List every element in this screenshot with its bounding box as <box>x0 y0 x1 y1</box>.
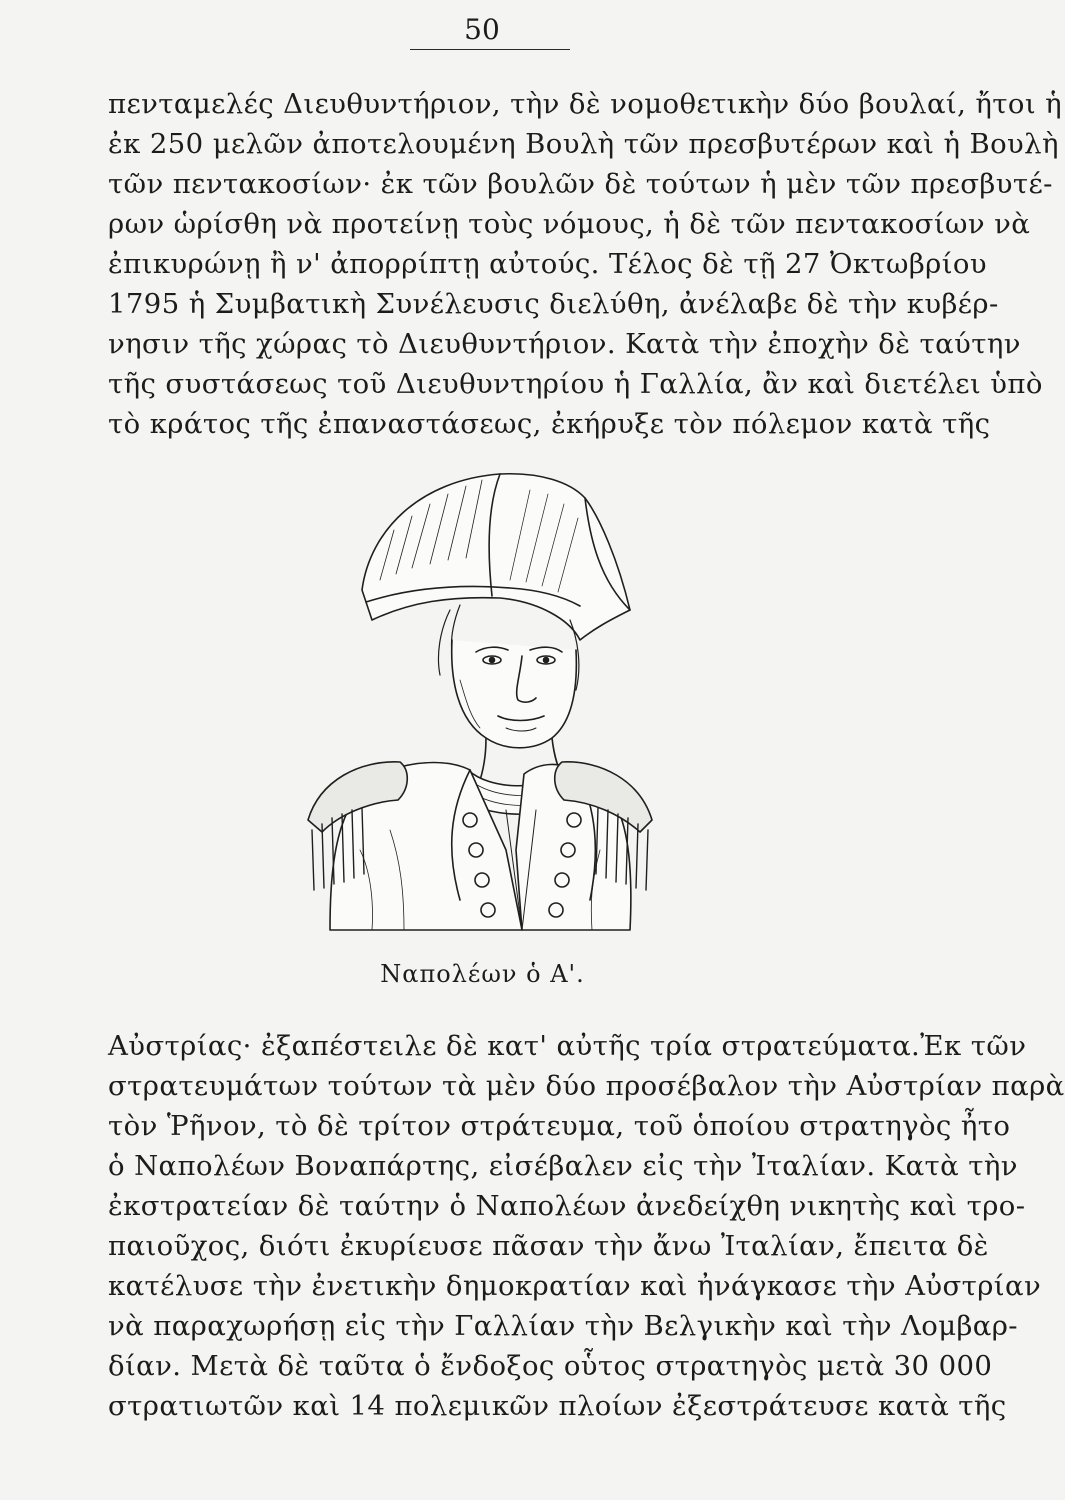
text-line: πενταμελές Διευθυντήριον, τὴν δὲ νομοθετικὴν δύο βουλαί, ἤτοι ἡ <box>108 88 1063 120</box>
text-line: παιοῦχος, διότι ἐκυρίευσε πᾶσαν τὴν ἄνω Ἰταλίαν, ἔπειτα δὲ <box>108 1230 989 1262</box>
text-line: στρατιωτῶν καὶ 14 πολεμικῶν πλοίων ἐξεστράτευσε κατὰ τῆς <box>108 1390 1007 1422</box>
text-line: τὸν Ῥῆνον, τὸ δὲ τρίτον στράτευμα, τοῦ ὁποίου στρατηγὸς ἦτο <box>108 1110 1011 1142</box>
header-rule <box>410 49 570 50</box>
page-number: 50 <box>464 13 500 46</box>
text-line: στρατευμάτων τούτων τὰ μὲν δύο προσέβαλον τὴν Αὐστρίαν παρὰ <box>108 1070 1065 1102</box>
text-line: κατέλυσε τὴν ἐνετικὴν δημοκρατίαν καὶ ἠνάγκασε τὴν Αὐστρίαν <box>108 1270 1042 1302</box>
figure-caption: Ναπολέων ὁ Α'. <box>380 960 585 988</box>
text-line: ἐκ 250 μελῶν ἀποτελουμένη Βουλὴ τῶν πρεσβυτέρων καὶ ἡ Βουλὴ <box>108 128 1059 160</box>
paragraph-bottom <box>108 1026 1065 1426</box>
text-line: 1795 ἡ Συμβατικὴ Συνέλευσις διελύθη, ἀνέλαβε δὲ τὴν κυβέρ- <box>108 288 999 320</box>
text-line: Αὐστρίας· ἐξαπέστειλε δὲ κατ' αὐτῆς τρία στρατεύματα.Ἐκ τῶν <box>108 1030 1027 1062</box>
text-line: ὁ Ναπολέων Βοναπάρτης, εἰσέβαλεν εἰς τὴν Ἰταλίαν. Κατὰ τὴν <box>108 1150 1018 1182</box>
text-line: ρων ὡρίσθη νὰ προτείνῃ τοὺς νόμους, ἡ δὲ τῶν πεντακοσίων νὰ <box>108 208 1031 240</box>
text-line: νὰ παραχωρήσῃ εἰς τὴν Γαλλίαν τὴν Βελγικὴν καὶ τὴν Λομβαρ- <box>108 1310 1018 1342</box>
text-line: ἐπικυρώνῃ ἢ ν' ἀπορρίπτῃ αὐτούς. Τέλος δὲ τῇ 27 Ὀκτωβρίου <box>108 248 987 280</box>
paragraph-top <box>108 84 1063 444</box>
text-line: ἐκστρατείαν δὲ ταύτην ὁ Ναπολέων ἀνεδείχθη νικητὴς καὶ τρο- <box>108 1190 1026 1222</box>
text-line: νησιν τῆς χώρας τὸ Διευθυντήριον. Κατὰ τὴν ἐποχὴν δὲ ταύτην <box>108 328 1021 360</box>
text-line: τὸ κράτος τῆς ἐπαναστάσεως, ἐκήρυξε τὸν πόλεμον κατὰ τῆς <box>108 408 991 440</box>
text-line: τῆς συστάσεως τοῦ Διευθυντηρίου ἡ Γαλλία, ἂν καὶ διετέλει ὑπὸ <box>108 368 1043 400</box>
napoleon-portrait <box>300 470 660 930</box>
text-line: δίαν. Μετὰ δὲ ταῦτα ὁ ἔνδοξος οὗτος στρατηγὸς μετὰ 30 000 <box>108 1350 993 1382</box>
text-line: τῶν πεντακοσίων· ἐκ τῶν βουλῶν δὲ τούτων ἡ μὲν τῶν πρεσβυτέ- <box>108 168 1053 200</box>
